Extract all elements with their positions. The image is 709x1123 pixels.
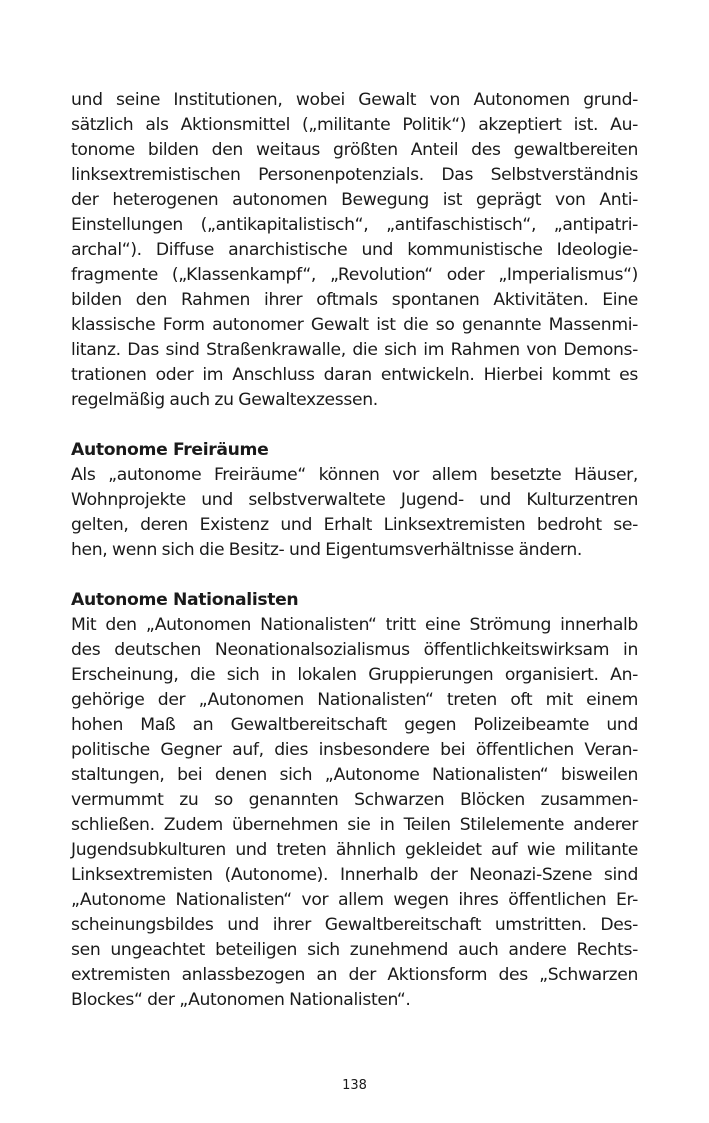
text-line: „Autonome Nationalisten“ vor allem wegen ihres öffentlichen Er-: [71, 890, 638, 910]
text-line: klassische Form autonomer Gewalt ist die so genannte Massenmi-: [71, 315, 638, 335]
section-autonome-nationalisten: [71, 588, 638, 1013]
text-line: Erscheinung, die sich in lokalen Gruppierungen organisiert. An-: [71, 665, 638, 685]
text-line: hen, wenn sich die Besitz- und Eigentumsverhältnisse ändern.: [71, 540, 583, 560]
page-body: [71, 88, 638, 1013]
text-line: politische Gegner auf, dies insbesondere bei öffentlichen Veran-: [71, 740, 638, 760]
paragraph-gap: [71, 413, 638, 438]
text-line: linksextremistischen Personenpotenzials. Das Selbstverständnis: [71, 165, 638, 185]
text-line: Wohnprojekte und selbstverwaltete Jugend- und Kulturzentren: [71, 490, 638, 510]
text-line: tonome bilden den weitaus größten Anteil des gewaltbereiten: [71, 140, 638, 160]
text-line: schließen. Zudem übernehmen sie in Teilen Stilelemente anderer: [71, 815, 638, 835]
text-line: fragmente („Klassenkampf“, „Revolution“ oder „Imperialismus“): [71, 265, 638, 285]
text-line: hohen Maß an Gewaltbereitschaft gegen Polizeibeamte und: [71, 715, 638, 735]
text-line: Linksextremisten (Autonome). Innerhalb der Neonazi-Szene sind: [71, 865, 638, 885]
paragraph-gap: [71, 563, 638, 588]
text-line: Einstellungen („antikapitalistisch“, „antifaschistisch“, „antipatri-: [71, 215, 638, 235]
text-line: gehörige der „Autonomen Nationalisten“ treten oft mit einem: [71, 690, 638, 710]
text-line: Mit den „Autonomen Nationalisten“ tritt eine Strömung innerhalb: [71, 615, 638, 635]
text-line: gelten, deren Existenz und Erhalt Linksextremisten bedroht se-: [71, 515, 638, 535]
text-line: bilden den Rahmen ihrer oftmals spontanen Aktivitäten. Eine: [71, 290, 638, 310]
text-line: des deutschen Neonationalsozialismus öffentlichkeitswirksam in: [71, 640, 638, 660]
page-number: 138: [342, 1078, 367, 1093]
paragraph-intro: [71, 88, 638, 413]
text-line: litanz. Das sind Straßenkrawalle, die sich im Rahmen von Demons-: [71, 340, 638, 360]
text-line: sätzlich als Aktionsmittel („militante Politik“) akzeptiert ist. Au-: [71, 115, 638, 135]
section-body: [71, 613, 638, 1013]
text-line: Jugendsubkulturen und treten ähnlich gekleidet auf wie militante: [71, 840, 638, 860]
text-line: staltungen, bei denen sich „Autonome Nationalisten“ bisweilen: [71, 765, 638, 785]
text-line: der heterogenen autonomen Bewegung ist geprägt von Anti-: [71, 190, 638, 210]
text-line: sen ungeachtet beteiligen sich zunehmend auch andere Rechts-: [71, 940, 638, 960]
text-line: scheinungsbildes und ihrer Gewaltbereitschaft umstritten. Des-: [71, 915, 638, 935]
text-line: Blockes“ der „Autonomen Nationalisten“.: [71, 990, 411, 1010]
text-line: vermummt zu so genannten Schwarzen Blöcken zusammen-: [71, 790, 638, 810]
text-line: Als „autonome Freiräume“ können vor allem besetzte Häuser,: [71, 465, 638, 485]
section-autonome-freiraeume: [71, 438, 638, 563]
text-line: extremisten anlassbezogen an der Aktionsform des „Schwarzen: [71, 965, 638, 985]
text-line: regelmäßig auch zu Gewaltexzessen.: [71, 390, 378, 410]
text-line: archal“). Diffuse anarchistische und kommunistische Ideologie-: [71, 240, 638, 260]
text-line: und seine Institutionen, wobei Gewalt von Autonomen grund-: [71, 90, 638, 110]
section-heading: Autonome Freiräume: [71, 440, 269, 460]
section-heading: Autonome Nationalisten: [71, 590, 299, 610]
section-body: [71, 463, 638, 563]
text-line: trationen oder im Anschluss daran entwickeln. Hierbei kommt es: [71, 365, 638, 385]
